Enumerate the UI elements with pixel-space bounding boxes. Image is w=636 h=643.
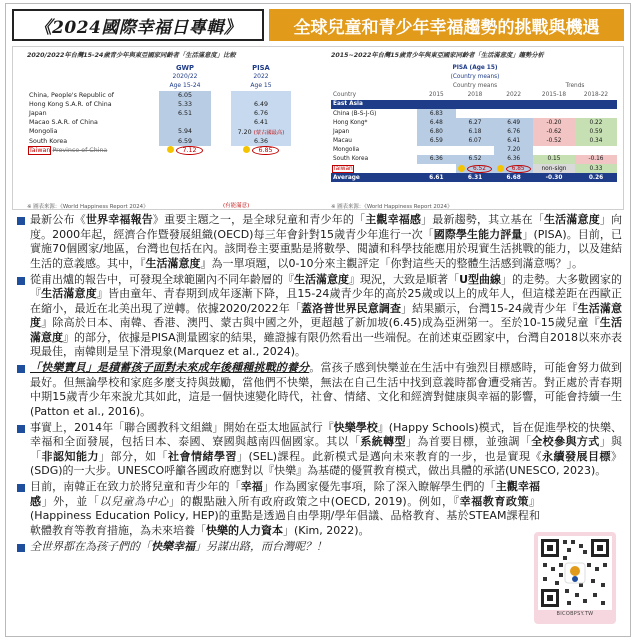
means-label: Country means bbox=[452, 82, 498, 89]
text-run: 快樂幸福 bbox=[151, 539, 195, 553]
text-run: 」與「 bbox=[30, 435, 623, 463]
table-row: Japan 6.51 6.76 bbox=[27, 109, 313, 118]
table-a-source: ※ 圖表來源：《World Happiness Report 2024》 bbox=[27, 204, 149, 210]
table-row: Japan 6.80 6.18 6.76 -0.62 0.59 bbox=[331, 127, 617, 136]
text-run: 從甫出爐的報告中，可發現全球範圍內不同年齡層的『 bbox=[30, 272, 295, 286]
text-run: 生活滿意度 bbox=[294, 272, 350, 286]
age-pisa: Age 15 bbox=[250, 82, 272, 90]
text-run: 世界幸福報告 bbox=[85, 213, 153, 226]
text-run: 系統轉型 bbox=[360, 435, 406, 448]
text-run: 」的走勢。大多數國家的『 bbox=[30, 272, 623, 300]
text-run: 」結果顯示，台灣15-24歲青少年『 bbox=[401, 301, 578, 315]
text-run: 』除高於日本、南韓、香港、澳門、蒙古與中國之外，更超越了新加坡(6.45)成為亞洲第一。至於10-15歲兒童『 bbox=[41, 316, 600, 329]
article-title: 全球兒童和青少年幸福趨勢的挑戰與機遇 bbox=[269, 9, 624, 41]
text-run: 」外，並「 bbox=[41, 494, 100, 508]
text-run: 快樂的人力資本 bbox=[206, 523, 283, 537]
text-run: 以兒童為中心 bbox=[99, 494, 169, 508]
tables-figure bbox=[12, 46, 624, 210]
text-run: 生活滿意度 bbox=[30, 301, 623, 329]
text-run: 生活滿意度 bbox=[30, 316, 623, 344]
text-run: 快樂學校 bbox=[333, 420, 378, 434]
section-east-asia: East Asia bbox=[331, 100, 617, 109]
article-body bbox=[16, 213, 622, 556]
trends-label: Trends bbox=[565, 82, 585, 89]
paragraph-6 bbox=[16, 540, 540, 555]
text-run: U型曲線 bbox=[459, 272, 501, 286]
qr-caption: BICOBPSY.TW bbox=[556, 611, 594, 617]
text-run: 最新公布《 bbox=[30, 213, 86, 226]
text-run: 蓋洛普世界民意調查 bbox=[301, 301, 402, 315]
table-row: Macao S.A.R. of China 6.41 bbox=[27, 118, 313, 127]
text-run: 事實上，2014年「聯合國教科文組織」開始在亞太地區試行『 bbox=[30, 420, 334, 434]
text-run: 「快樂寶貝」是積蓄孩子面對未來成年後種種挑戰的養分 bbox=[30, 361, 310, 374]
mongolia-note: (蒙古國最高) bbox=[253, 129, 285, 136]
text-run: 》重要主題之一，是全球兒童和青少年的「 bbox=[152, 213, 366, 226]
text-run: 』的部分，依據是PISA測量國家的結果，雖證據有限仍然看出一些端倪。在前述東亞國家中，台灣自2018以來亦表現最佳，南韓則是呈下滑現象(Marquez et al., 2024)。 bbox=[30, 330, 622, 358]
page bbox=[5, 3, 631, 637]
text-run: 」為首要目標，並強調「 bbox=[405, 435, 532, 448]
text-run: 全世界都在為孩子們的「 bbox=[30, 539, 151, 553]
table-row: China, People's Republic of 6.05 bbox=[27, 91, 313, 100]
text-run: 生活滿意度 bbox=[544, 213, 600, 226]
table-row: China (B-S-J-G) 6.83 bbox=[331, 109, 617, 118]
text-run: 」作為國家優先事項，除了深入瞭解學生們的「 bbox=[262, 480, 496, 493]
text-run: 」的觀點融入所有政府政策之中(OECD, 2019)。例如，『 bbox=[168, 494, 460, 508]
text-run: 。當孩子感到快樂並在生活中有強烈目標感時，可能會努力做到最好。但無論學校和家庭多麼支持與鼓勵，當他們不快樂，無法在自己生活中找到意義時都會遭受痛苦。對正處於青春期中期15歲青少年來說尤其如此，這是一個快速變化時代，社會、情緒、文化和經濟對健康與幸福的影響，可能會持續一生(Patton et al., 2016)。 bbox=[30, 361, 622, 418]
sub-pisa: 2022 bbox=[253, 73, 269, 81]
text-run: 」向度。2000年起，經濟合作暨發展組織(OECD)每三年會針對15歲青少年進行一次「 bbox=[30, 213, 623, 241]
table-row: Mongolia 5.94 7.20 (蒙古國最高) bbox=[27, 127, 313, 136]
text-run: 生活滿意度 bbox=[145, 256, 201, 270]
text-run: 」另謀出路，而台灣呢？！ bbox=[195, 539, 327, 553]
text-run: 」最新趨勢，其立基在「 bbox=[421, 213, 544, 226]
header bbox=[12, 9, 624, 41]
series-title: 《2024國際幸福日專輯》 bbox=[12, 9, 264, 41]
text-run: 」部分，如「 bbox=[98, 449, 168, 463]
sub-gwp: 2020/22 bbox=[172, 73, 198, 81]
pisa-note: (有能滿意) bbox=[223, 203, 250, 209]
text-run: 』皆由童年、青春期到成年逐漸下降，且15-24歲青少年的高於25歲或以上的成年人，但這樣差距在西歐正在縮小，最近在北美出現了逆轉。依據2020/2022年「 bbox=[30, 287, 622, 315]
text-run: 社會情緒學習 bbox=[167, 449, 237, 463]
text-run: 」(SEL)課程。此新模式是邁向未來教育的一步，也是實現《 bbox=[236, 449, 543, 463]
col-pisa: PISA bbox=[252, 63, 270, 72]
table-b bbox=[331, 50, 617, 210]
qr-code-icon bbox=[538, 536, 612, 610]
paragraph-2 bbox=[16, 273, 622, 360]
text-run: 非認知能力 bbox=[41, 449, 99, 463]
table-b-caption: 2015~2022年台灣15歲青少年與東亞國家同齡者「生活滿意度」趨勢分析 bbox=[331, 52, 544, 59]
text-run: 目前，南韓正在致力於將兒童和青少年的「 bbox=[30, 480, 241, 493]
table-b-source: ※ 圖表來源：《World Happiness Report 2024》 bbox=[331, 204, 453, 210]
table-a bbox=[27, 50, 313, 210]
table-row: South Korea 6.36 6.52 6.36 0.15 -0.16 bbox=[331, 155, 617, 164]
paragraph-4 bbox=[16, 421, 622, 479]
text-run: 生活滿意度 bbox=[41, 287, 97, 300]
text-run: 主觀幸福感 bbox=[30, 480, 541, 508]
table-a-grid bbox=[27, 63, 313, 155]
pisa-top-label: PISA (Age 15) bbox=[452, 64, 498, 71]
table-a-caption: 2020/2022年台灣15-24歲青少年與東亞國家同齡者「生活滿意度」比較 bbox=[27, 52, 236, 59]
text-run: 幸福 bbox=[240, 480, 263, 493]
text-run: 幸福教育政策 bbox=[459, 494, 530, 508]
text-run: 』(Happiness Education Policy, HEP)的重點是透過自由學期/學年倡議、品格教育、基於STEAM課程和軟體教育等教育措施，為未來培養「 bbox=[30, 494, 541, 537]
table-row: Mongolia 7.20 bbox=[331, 146, 617, 155]
paragraph-1 bbox=[16, 213, 622, 271]
smile-icon bbox=[497, 165, 504, 172]
smile-icon bbox=[243, 146, 250, 153]
col-gwp: GWP bbox=[175, 63, 195, 72]
table-row: Hong Kong* 6.48 6.27 6.49 -0.20 0.22 bbox=[331, 118, 617, 127]
text-run: 』現況，大致是順著「 bbox=[349, 272, 460, 286]
table-row: South Korea 6.59 6.36 bbox=[27, 137, 313, 146]
text-run: 」(PISA)。目前，已實施70個國家/地區，台灣也包括在內。該問卷主要重點是將數學、閱讀和科學技能應用於現實生活挑戰的能力，以及建結生活的意義感。其中，『 bbox=[30, 227, 623, 270]
text-run: 全校參與方式 bbox=[531, 435, 600, 448]
text-run: 』(Happy Schools)模式，旨在促進學校的快樂、幸福和全面發展，包括日本、泰國、寮國與越南四個國家。其以「 bbox=[30, 420, 622, 448]
age-gwp: Age 15-24 bbox=[169, 82, 201, 90]
table-row-taiwan: Taiwan Province of China 7.12 6.85 bbox=[27, 146, 313, 155]
text-run: 國際學生能力評量 bbox=[433, 227, 523, 241]
table-row-average: Average 6.61 6.31 6.68 -0.30 0.26 bbox=[331, 173, 617, 182]
table-row-taiwan: Taiwan 6.52 6.85 non-sign 0.33 bbox=[331, 164, 617, 173]
text-run: 主觀幸福感 bbox=[365, 213, 422, 226]
table-row: Hong Kong S.A.R. of China 5.33 6.49 bbox=[27, 100, 313, 109]
text-run: 》(SDG)的一大步。UNESCO呼籲各國政府應對以『快樂』為基礎的優質教育模式，做出具體的承諾(UNESCO, 2023)。 bbox=[30, 449, 622, 477]
table-b-grid: PISA (Age 15) (Country means) Country means Trends Country 2015 2018 2022 2015-18 2018-22 East Asia China (B-S-J-G) 6.83 Hong Kong* 6.48 6.27 6.49 -0.20 0.22 Japan 6.80 6.18 6.76 -0.62 0.59 Macau 6.59 6.07 6.41 -0.52 0.34 Mongolia 7.20 South Korea 6.36 6.52 6.36 0.15 -0.16 Taiwan 6.52 6.85 non-sign 0.33 Average 6.61 6.31 6.68 -0.30 0.26 bbox=[331, 63, 617, 182]
pisa-top-sub: (Country means) bbox=[450, 73, 500, 80]
table-row: Macau 6.59 6.07 6.41 -0.52 0.34 bbox=[331, 137, 617, 146]
text-run: 永續發展目標 bbox=[542, 449, 611, 463]
qr-code-card[interactable] bbox=[534, 532, 616, 624]
smile-icon bbox=[167, 146, 174, 153]
paragraph-5 bbox=[16, 480, 540, 538]
text-run: 」(Kim, 2022)。 bbox=[283, 523, 370, 537]
smile-icon bbox=[458, 165, 465, 172]
text-run: 』為一單項題，以0-10分來主觀評定「你對這些天的整體生活感到滿意嗎？」。 bbox=[200, 256, 583, 270]
paragraph-3 bbox=[16, 361, 622, 419]
